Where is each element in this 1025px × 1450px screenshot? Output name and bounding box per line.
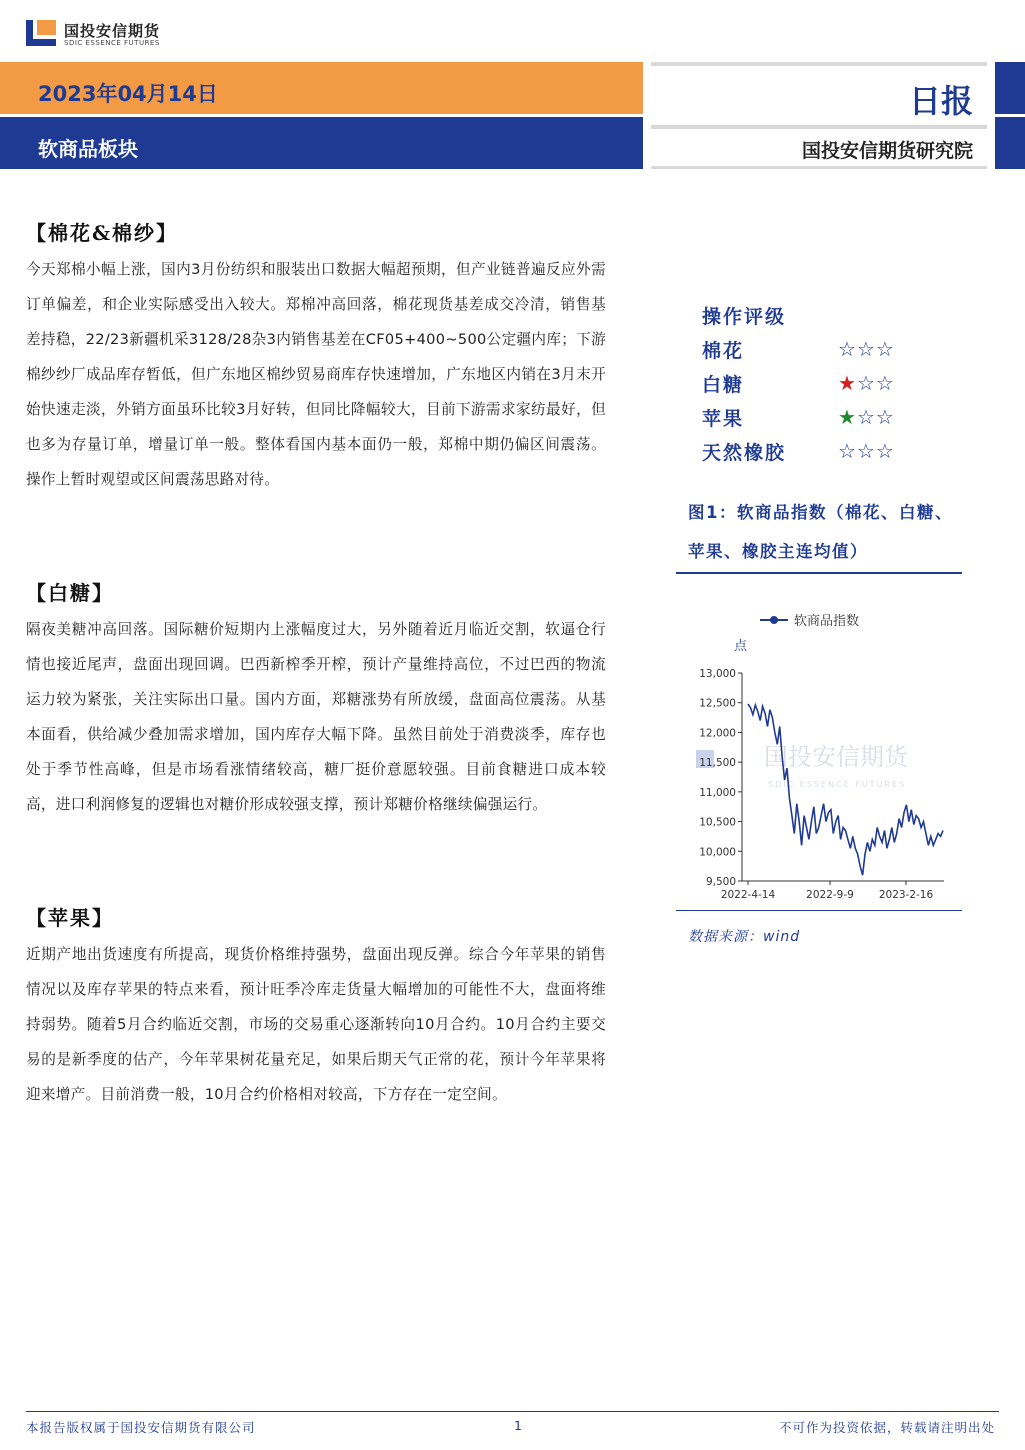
rating-stars xyxy=(838,371,895,395)
logo-name-en: SDIC ESSENCE FUTURES xyxy=(64,39,160,47)
chart-legend xyxy=(760,613,859,629)
figure-divider xyxy=(676,572,962,574)
x-tick-label: 2022-9-9 xyxy=(806,889,854,901)
report-date: 2023年04月14日 xyxy=(38,82,218,106)
logo-name-cn: 国投安信期货 xyxy=(64,22,161,40)
rating-name: 白糖 xyxy=(702,374,745,396)
star-icon: ☆☆ xyxy=(856,405,895,429)
section-body-cotton: 今天郑棉小幅上涨，国内3月份纺织和服装出口数据大幅超预期，但产业链普遍反应外需订单偏差，和企业实际感受出入较大。郑棉冲高回落，棉花现货基差成交冷清，销售基差持稳，22/23新疆机采3128/28杂3内销售基差在CF05+400~500公定疆内库；下游棉纱纱厂成品库存暂低，但广东地区棉纱贸易商库存快速增加，广东地区内销在3月末开始快速走淡，外销方面虽环比较3月好转，但同比降幅较大，目前下游需求家纺最好，但也多为存量订单，增量订单一般。整体看国内基本面仍一般，郑棉中期仍偏区间震荡。操作上暂时观望或区间震荡思路对待。 xyxy=(26,261,606,488)
figure-caption: 图1：软商品指数（棉花、白糖、苹果、橡胶主连均值） xyxy=(688,503,953,561)
rating-stars xyxy=(838,337,895,361)
company-logo-icon xyxy=(26,20,56,46)
y-tick-label: 11,500 xyxy=(699,757,736,770)
section-body-apple: 近期产地出货速度有所提高，现货价格维持强势，盘面出现反弹。综合今年苹果的销售情况以及库存苹果的特点来看，预计旺季冷库走货量大幅增加的可能性不大，盘面将维持弱势。随着5月合约临近交割，市场的交易重心逐渐转向10月合约。10月合约主要交易的是新季度的估产，今年苹果树花量充足，如果后期天气正常的花，预计今年苹果将迎来增产。目前消费一般，10月合约价格相对较高，下方存在一定空间。 xyxy=(26,946,606,1103)
header-accent-block xyxy=(995,62,1025,114)
rating-name: 棉花 xyxy=(702,340,745,362)
x-tick-label: 2022-4-14 xyxy=(720,889,776,901)
header-accent-block xyxy=(995,117,1025,169)
y-tick-label: 12,500 xyxy=(699,697,736,710)
header-divider xyxy=(651,62,987,66)
star-icon: ☆☆☆ xyxy=(838,337,895,361)
y-tick-label: 12,000 xyxy=(699,727,736,740)
figure-bottom-divider xyxy=(676,910,962,911)
rating-name: 天然橡胶 xyxy=(702,442,787,464)
rating-row-sugar xyxy=(702,370,912,400)
footer-divider xyxy=(26,1411,999,1412)
y-tick-label: 11,000 xyxy=(699,786,736,799)
series-line-soft-commodity-index xyxy=(748,704,943,875)
institute-name: 国投安信期货研究院 xyxy=(801,140,973,162)
y-tick-label: 10,500 xyxy=(699,816,736,829)
star-filled-icon: ★ xyxy=(838,371,857,395)
y-tick-label: 9,500 xyxy=(705,876,736,888)
section-title-sugar: 【白糖】 xyxy=(26,581,114,605)
watermark-text-cn: 国投安信期货 xyxy=(764,743,908,771)
soft-commodity-index-chart xyxy=(676,600,962,908)
page-number: 1 xyxy=(514,1418,522,1433)
y-axis-label: 点 xyxy=(734,639,748,654)
section-title-cotton: 【棉花&棉纱】 xyxy=(26,221,179,245)
y-tick-label: 13,000 xyxy=(699,668,736,680)
star-icon: ☆☆ xyxy=(856,371,895,395)
rating-row-cotton xyxy=(702,336,912,366)
section-title-apple: 【苹果】 xyxy=(26,906,114,930)
rating-row-rubber xyxy=(702,438,912,468)
rating-stars xyxy=(838,439,895,463)
ratings-title: 操作评级 xyxy=(702,306,787,328)
footer-disclaimer: 不可作为投资依据，转载请注明出处 xyxy=(778,1420,995,1435)
section-body-sugar: 隔夜美糖冲高回落。国际糖价短期内上涨幅度过大，另外随着近月临近交割，软逼仓行情也接近尾声，盘面出现回调。巴西新榨季开榨，预计产量维持高位，不过巴西的物流运力较为紧张，关注实际出口量。国内方面，郑糖涨势有所放缓，盘面高位震荡。从基本面看，供给减少叠加需求增加，国内库存大幅下降。虽然目前处于消费淡季，库存也处于季节性高峰，但是市场看涨情绪较高，糖厂挺价意愿较强。目前食糖进口成本较高，进口利润修复的逻辑也对糖价形成较强支撑，预计郑糖价格继续偏强运行。 xyxy=(26,621,606,813)
star-icon: ☆☆☆ xyxy=(838,439,895,463)
x-tick-label: 2023-2-16 xyxy=(878,889,934,901)
star-filled-icon: ★ xyxy=(838,405,857,429)
report-sector: 软商品板块 xyxy=(38,137,138,161)
header-divider xyxy=(651,166,987,169)
y-tick-label: 10,000 xyxy=(699,846,736,859)
watermark-text-en: SDIC ESSENCE FUTURES xyxy=(768,780,907,789)
rating-stars xyxy=(838,405,895,429)
x-axis xyxy=(721,881,944,901)
rating-row-apple xyxy=(702,404,912,434)
data-source: 数据来源：wind xyxy=(688,929,801,945)
legend-marker xyxy=(770,616,778,624)
report-type: 日报 xyxy=(908,82,973,120)
footer-copyright: 本报告版权属于国投安信期货有限公司 xyxy=(26,1420,256,1435)
legend-label: 软商品指数 xyxy=(794,614,860,629)
y-axis xyxy=(699,668,742,888)
header-divider xyxy=(651,125,987,129)
rating-name: 苹果 xyxy=(702,408,745,430)
